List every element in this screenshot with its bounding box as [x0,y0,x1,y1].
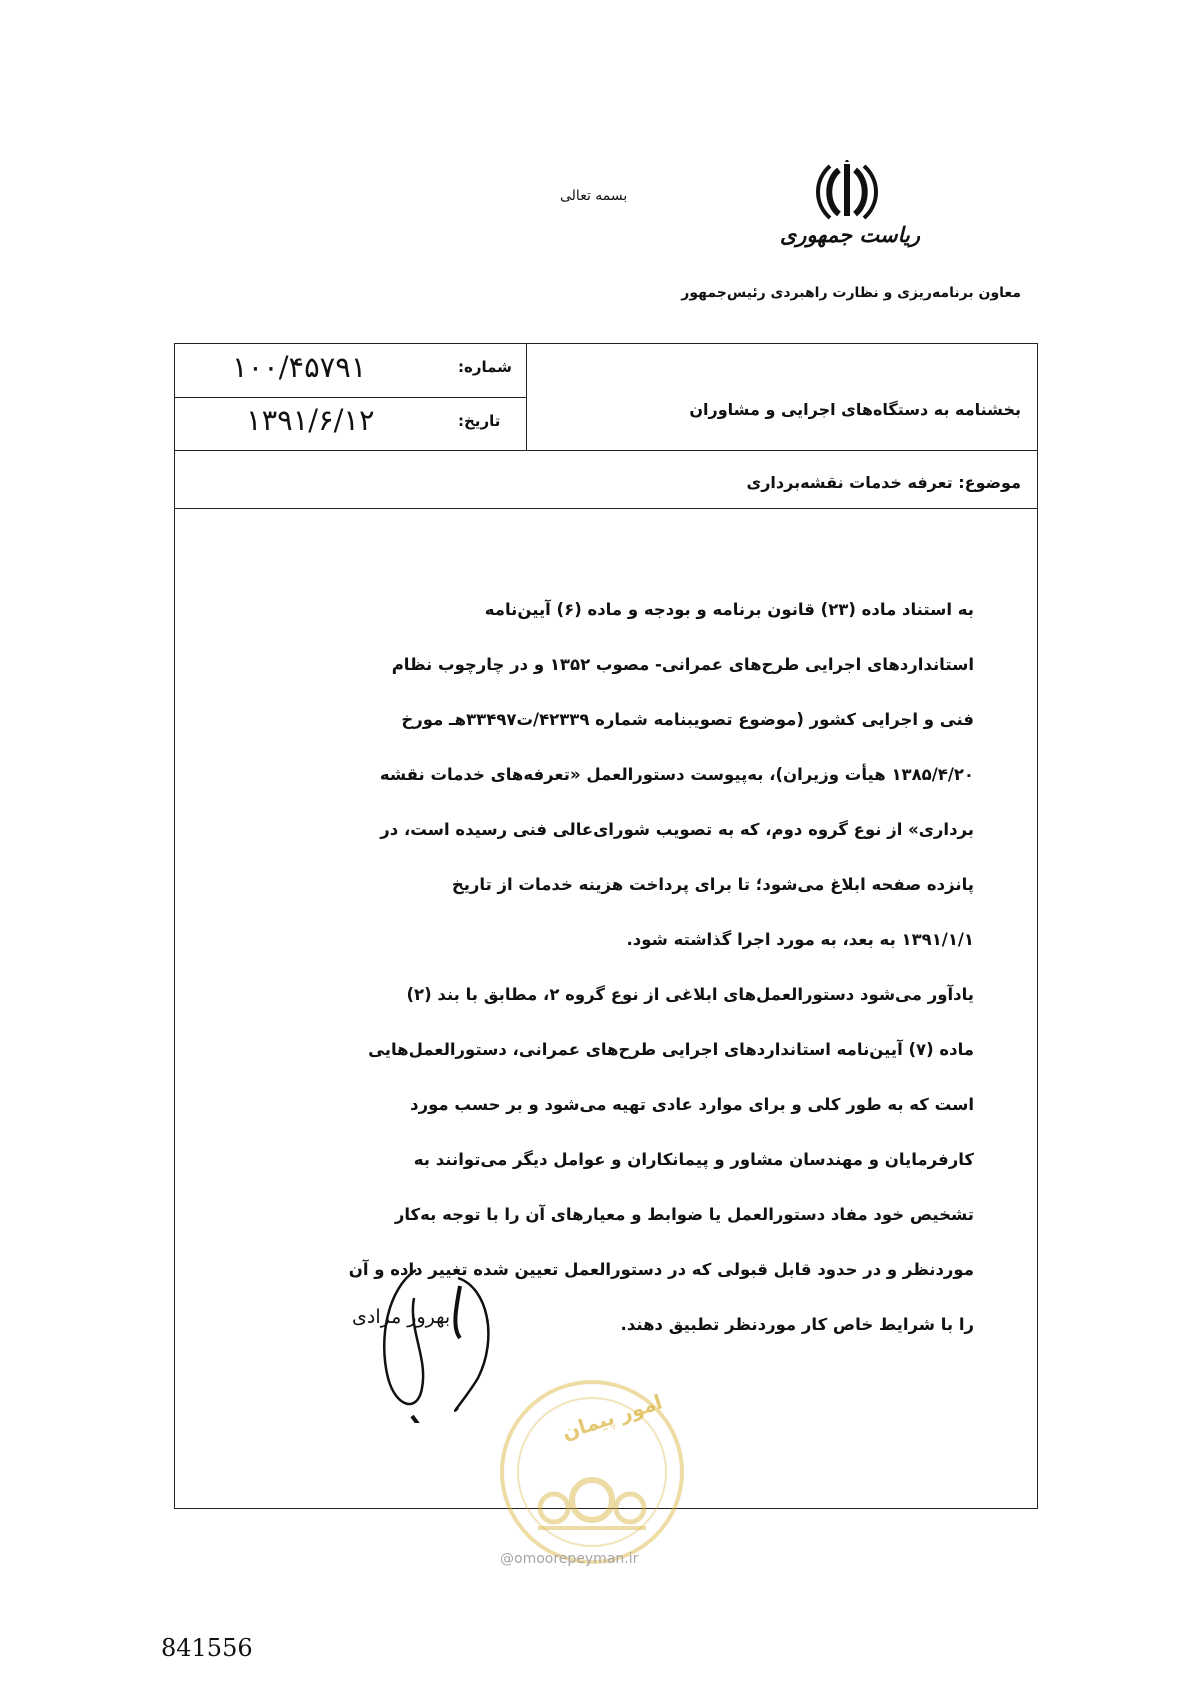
iran-emblem-icon [812,160,882,222]
body-paragraph-1 [218,582,974,1352]
body-line: موردنظر و در حدود قابل قبولی که در دستورالعمل تعیین شده تغییر داده و آن [348,1260,974,1279]
body-line: فنی و اجرایی کشور (موضوع تصویبنامه شماره ۴۲۳۳۹/ت۳۳۴۹۷هـ مورخ [401,710,974,729]
meta-row-divider [175,397,526,398]
body-line: استانداردهای اجرایی طرح‌های عمرانی- مصوب ۱۳۵۲ و در چارچوب نظام [391,655,974,674]
body-line: یادآور می‌شود دستورالعمل‌های ابلاغی از نوع گروه ۲، مطابق با بند (۲) [406,985,974,1004]
meta-column-divider [526,344,527,450]
document-code: 841556 [161,1634,253,1662]
basmala-heading: بسمه تعالی [560,188,628,204]
watermark-handle: @omoorepeyman.ir [500,1551,639,1567]
recipient-line: بخشنامه به دستگاه‌های اجرایی و مشاوران [689,400,1021,419]
number-label: شماره: [458,358,512,376]
body-line: برداری» از نوع گروه دوم، که به تصویب شورای‌عالی فنی رسیده است، در [380,820,974,839]
body-line: ماده (۷) آیین‌نامه استانداردهای اجرایی طرح‌های عمرانی، دستورالعمل‌هایی [368,1040,974,1059]
body-line: ۱۳۸۵/۴/۲۰ هیأت وزیران)، به‌پیوست دستورالعمل «تعرفه‌های خدمات نقشه [379,765,974,784]
body-line: را با شرایط خاص کار موردنظر تطبیق دهند. [620,1315,974,1334]
date-value: ۱۳۹۱/۶/۱۲ [246,403,375,437]
signatory-name: بهروز مرادی [352,1306,451,1328]
body-line: به استناد ماده (۲۳) قانون برنامه و بودجه و ماده (۶) آیین‌نامه [484,600,974,619]
number-value: ۱۰۰/۴۵۷۹۱ [232,350,367,384]
stamp-text: امور پیمان [558,1389,666,1445]
subject-divider [175,508,1037,509]
body-line: کارفرمایان و مهندسان مشاور و پیمانکاران و عوامل دیگر می‌توانند به [413,1150,974,1169]
body-line: پانزده صفحه ابلاغ می‌شود؛ تا برای پرداخت هزینه خدمات از تاریخ [451,875,974,894]
date-label: تاریخ: [458,412,501,430]
emblem-caption: ریاست جمهوری [779,222,920,247]
body-line: ۱۳۹۱/۱/۱ به بعد، به مورد اجرا گذاشته شود. [626,930,974,949]
body-line: تشخیص خود مفاد دستورالعمل یا ضوابط و معیارهای آن را با توجه به‌کار [394,1205,974,1224]
deputy-title: معاون برنامه‌ریزی و نظارت راهبردی رئیس‌جمهور [681,285,1021,301]
header-divider [175,450,1037,451]
subject-line: موضوع: تعرفه خدمات نقشه‌برداری [746,473,1021,492]
body-line: است که به طور کلی و برای موارد عادی تهیه می‌شود و بر حسب مورد [410,1095,974,1114]
